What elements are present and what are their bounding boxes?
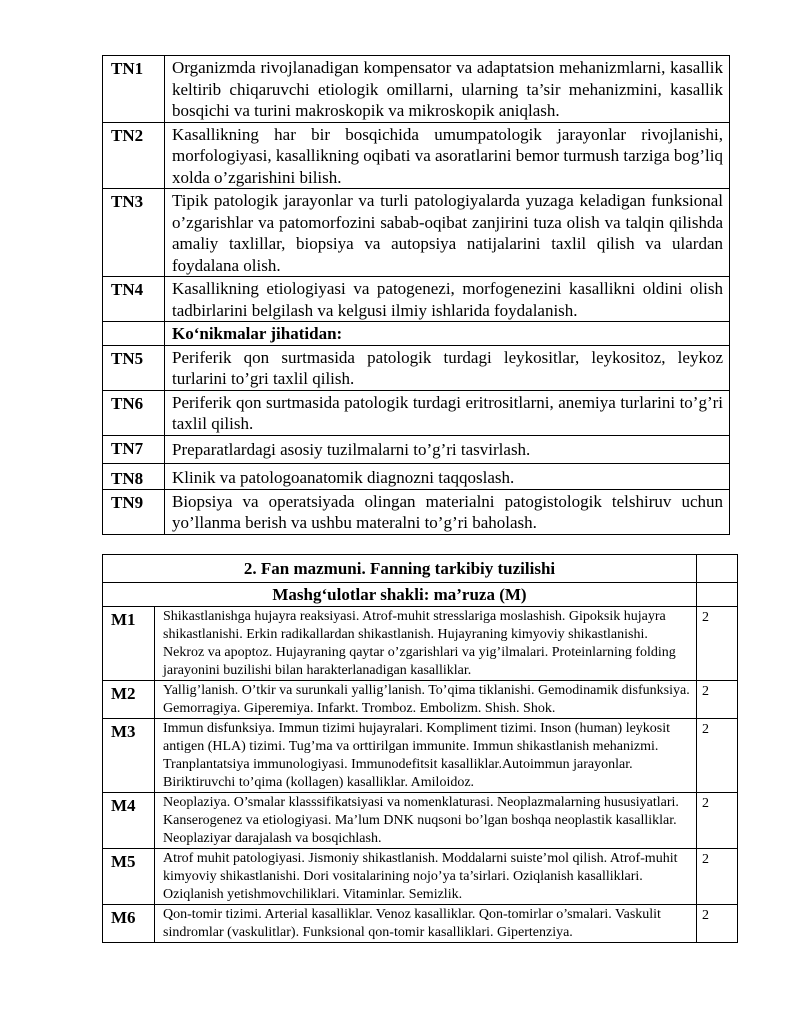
competency-code: TN1 [103, 56, 165, 123]
table-row [103, 390, 730, 435]
lecture-code: M3 [103, 719, 155, 793]
lecture-topics: Atrof muhit patologiyasi. Jismoniy shikastlanish. Moddalarni suiste’mol qilish. Atrof-muhit kimyoviy shikastlanishi. Dori vositalarining nojo’ya ta’sirlari. Oziqlanish kasalliklari. Oziqlanish yetishmovchiliklari. Vitaminlar. Semizlik. [155, 849, 697, 905]
table-row [103, 322, 730, 346]
content-table [102, 554, 738, 943]
section-title: 2. Fan mazmuni. Fanning tarkibiy tuzilishi [103, 555, 697, 583]
lecture-hours: 2 [697, 793, 738, 849]
table-row [103, 489, 730, 534]
table-row [103, 793, 738, 849]
competency-code: TN4 [103, 277, 165, 322]
empty-cell [103, 322, 165, 346]
lecture-code: M2 [103, 681, 155, 719]
table-row [103, 905, 738, 943]
competency-text: Kasallikning etiologiyasi va patogenezi, morfogenezini kasallikni oldini olish tadbirlarini belgilash va kelgusi ilmiy ishlarida foydalanish. [165, 277, 730, 322]
table-row [103, 681, 738, 719]
table-row [103, 277, 730, 322]
lecture-topics: Yallig’lanish. O’tkir va surunkali yallig’lanish. To’qima tiklanishi. Gemodinamik disfunksiya. Gemorragiya. Giperemiya. Infarkt. Tromboz. Embolizm. Shish. Shok. [155, 681, 697, 719]
skill-text: Biopsiya va operatsiyada olingan materialni patogistologik telshiruv uchun yo’llanma berish va ushbu materalni to’g’ri baholash. [165, 489, 730, 534]
lecture-code: M1 [103, 607, 155, 681]
lecture-topics: Immun disfunksiya. Immun tizimi hujayralari. Kompliment tizimi. Inson (human) leykosit antigen (HLA) tizimi. Tug’ma va orttirilgan immunite. Immun shikastlanish mehanizmi. Tranplantatsiya immunologiyasi. Immunodefitsit kasalliklar.Autoimmun jarayonlar. Biriktiruvchi to’qima (kollagen) kasalliklar. Amiloidoz. [155, 719, 697, 793]
skill-code: TN5 [103, 345, 165, 390]
table-row [103, 463, 730, 489]
lecture-code: M6 [103, 905, 155, 943]
empty-cell [697, 583, 738, 607]
lecture-hours: 2 [697, 607, 738, 681]
table-row [103, 583, 738, 607]
table-row [103, 122, 730, 189]
lecture-topics: Qon-tomir tizimi. Arterial kasalliklar. Venoz kasalliklar. Qon-tomirlar o’smalari. Vaskulit sindromlar (vaskulitlar). Funksional qon-tomir kasalliklari. Gipertenziya. [155, 905, 697, 943]
skill-code: TN9 [103, 489, 165, 534]
lecture-code: M4 [103, 793, 155, 849]
table-row [103, 555, 738, 583]
skill-text: Periferik qon surtmasida patologik turdagi leykositlar, leykositoz, leykoz turlarini to’gri taxlil qilish. [165, 345, 730, 390]
skill-code: TN6 [103, 390, 165, 435]
lecture-hours: 2 [697, 681, 738, 719]
skills-heading: Ko‘nikmalar jihatidan: [165, 322, 730, 346]
competency-text: Organizmda rivojlanadigan kompensator va adaptatsion mehanizmlarni, kasallik keltirib chiqaruvchi etiologik omillarni, ularning ta’sir mehanizmini, kasallik bosqichi va turini makroskopik va mikroskopik aniqlash. [165, 56, 730, 123]
competencies-table [102, 55, 730, 535]
competency-code: TN2 [103, 122, 165, 189]
skill-text: Klinik va patologoanatomik diagnozni taqqoslash. [165, 463, 730, 489]
table-row [103, 56, 730, 123]
table-row [103, 849, 738, 905]
lecture-topics: Neoplaziya. O’smalar klasssifikatsiyasi va nomenklaturasi. Neoplazmalarning hususiyatlari. Kanserogenez va etiologiyasi. Ma’lum DNK nuqsoni bo’lgan boshqa neoplastik kasalliklar. Neoplaziyar darajalash va bosqichlash. [155, 793, 697, 849]
table-row [103, 607, 738, 681]
skill-text: Preparatlardagi asosiy tuzilmalarni to’g’ri tasvirlash. [165, 435, 730, 463]
competency-code: TN3 [103, 189, 165, 277]
competency-text: Tipik patologik jarayonlar va turli patologiyalarda yuzaga keladigan funksional o’zgarishlar va patomorfozini sabab-oqibat zanjirini tuza olish va talqin qilishda amaliy taxlillar, biopsiya va autopsiya natijalarini taxlil qilish va ulardan foydalana olish. [165, 189, 730, 277]
lecture-code: M5 [103, 849, 155, 905]
lecture-hours: 2 [697, 849, 738, 905]
skill-text: Periferik qon surtmasida patologik turdagi eritrositlarni, anemiya turlarini to’g’ri taxlil qilish. [165, 390, 730, 435]
table-row [103, 345, 730, 390]
lecture-hours: 2 [697, 719, 738, 793]
table-row [103, 189, 730, 277]
skill-code: TN8 [103, 463, 165, 489]
skill-code: TN7 [103, 435, 165, 463]
competency-text: Kasallikning har bir bosqichida umumpatologik jarayonlar rivojlanishi, morfologiyasi, kasallikning oqibati va asoratlarini bemor turmush tarziga bog’liq xolda o’zgarishini bilish. [165, 122, 730, 189]
lecture-topics: Shikastlanishga hujayra reaksiyasi. Atrof-muhit stresslariga moslashish. Gipoksik hujayra shikastlanishi. Erkin radikallardan shikastlanish. Hujayraning kimyoviy shikastlanishi. Nekroz va apoptoz. Hujayraning qaytar o’zgarishlari va yig’ilmalari. Proteinlarning folding jarayonini buzilishi bilan harakterlanadigan kasalliklar. [155, 607, 697, 681]
table-row [103, 719, 738, 793]
lesson-form-heading: Mashg‘ulotlar shakli: ma’ruza (M) [103, 583, 697, 607]
empty-cell [697, 555, 738, 583]
lecture-hours: 2 [697, 905, 738, 943]
table-row [103, 435, 730, 463]
